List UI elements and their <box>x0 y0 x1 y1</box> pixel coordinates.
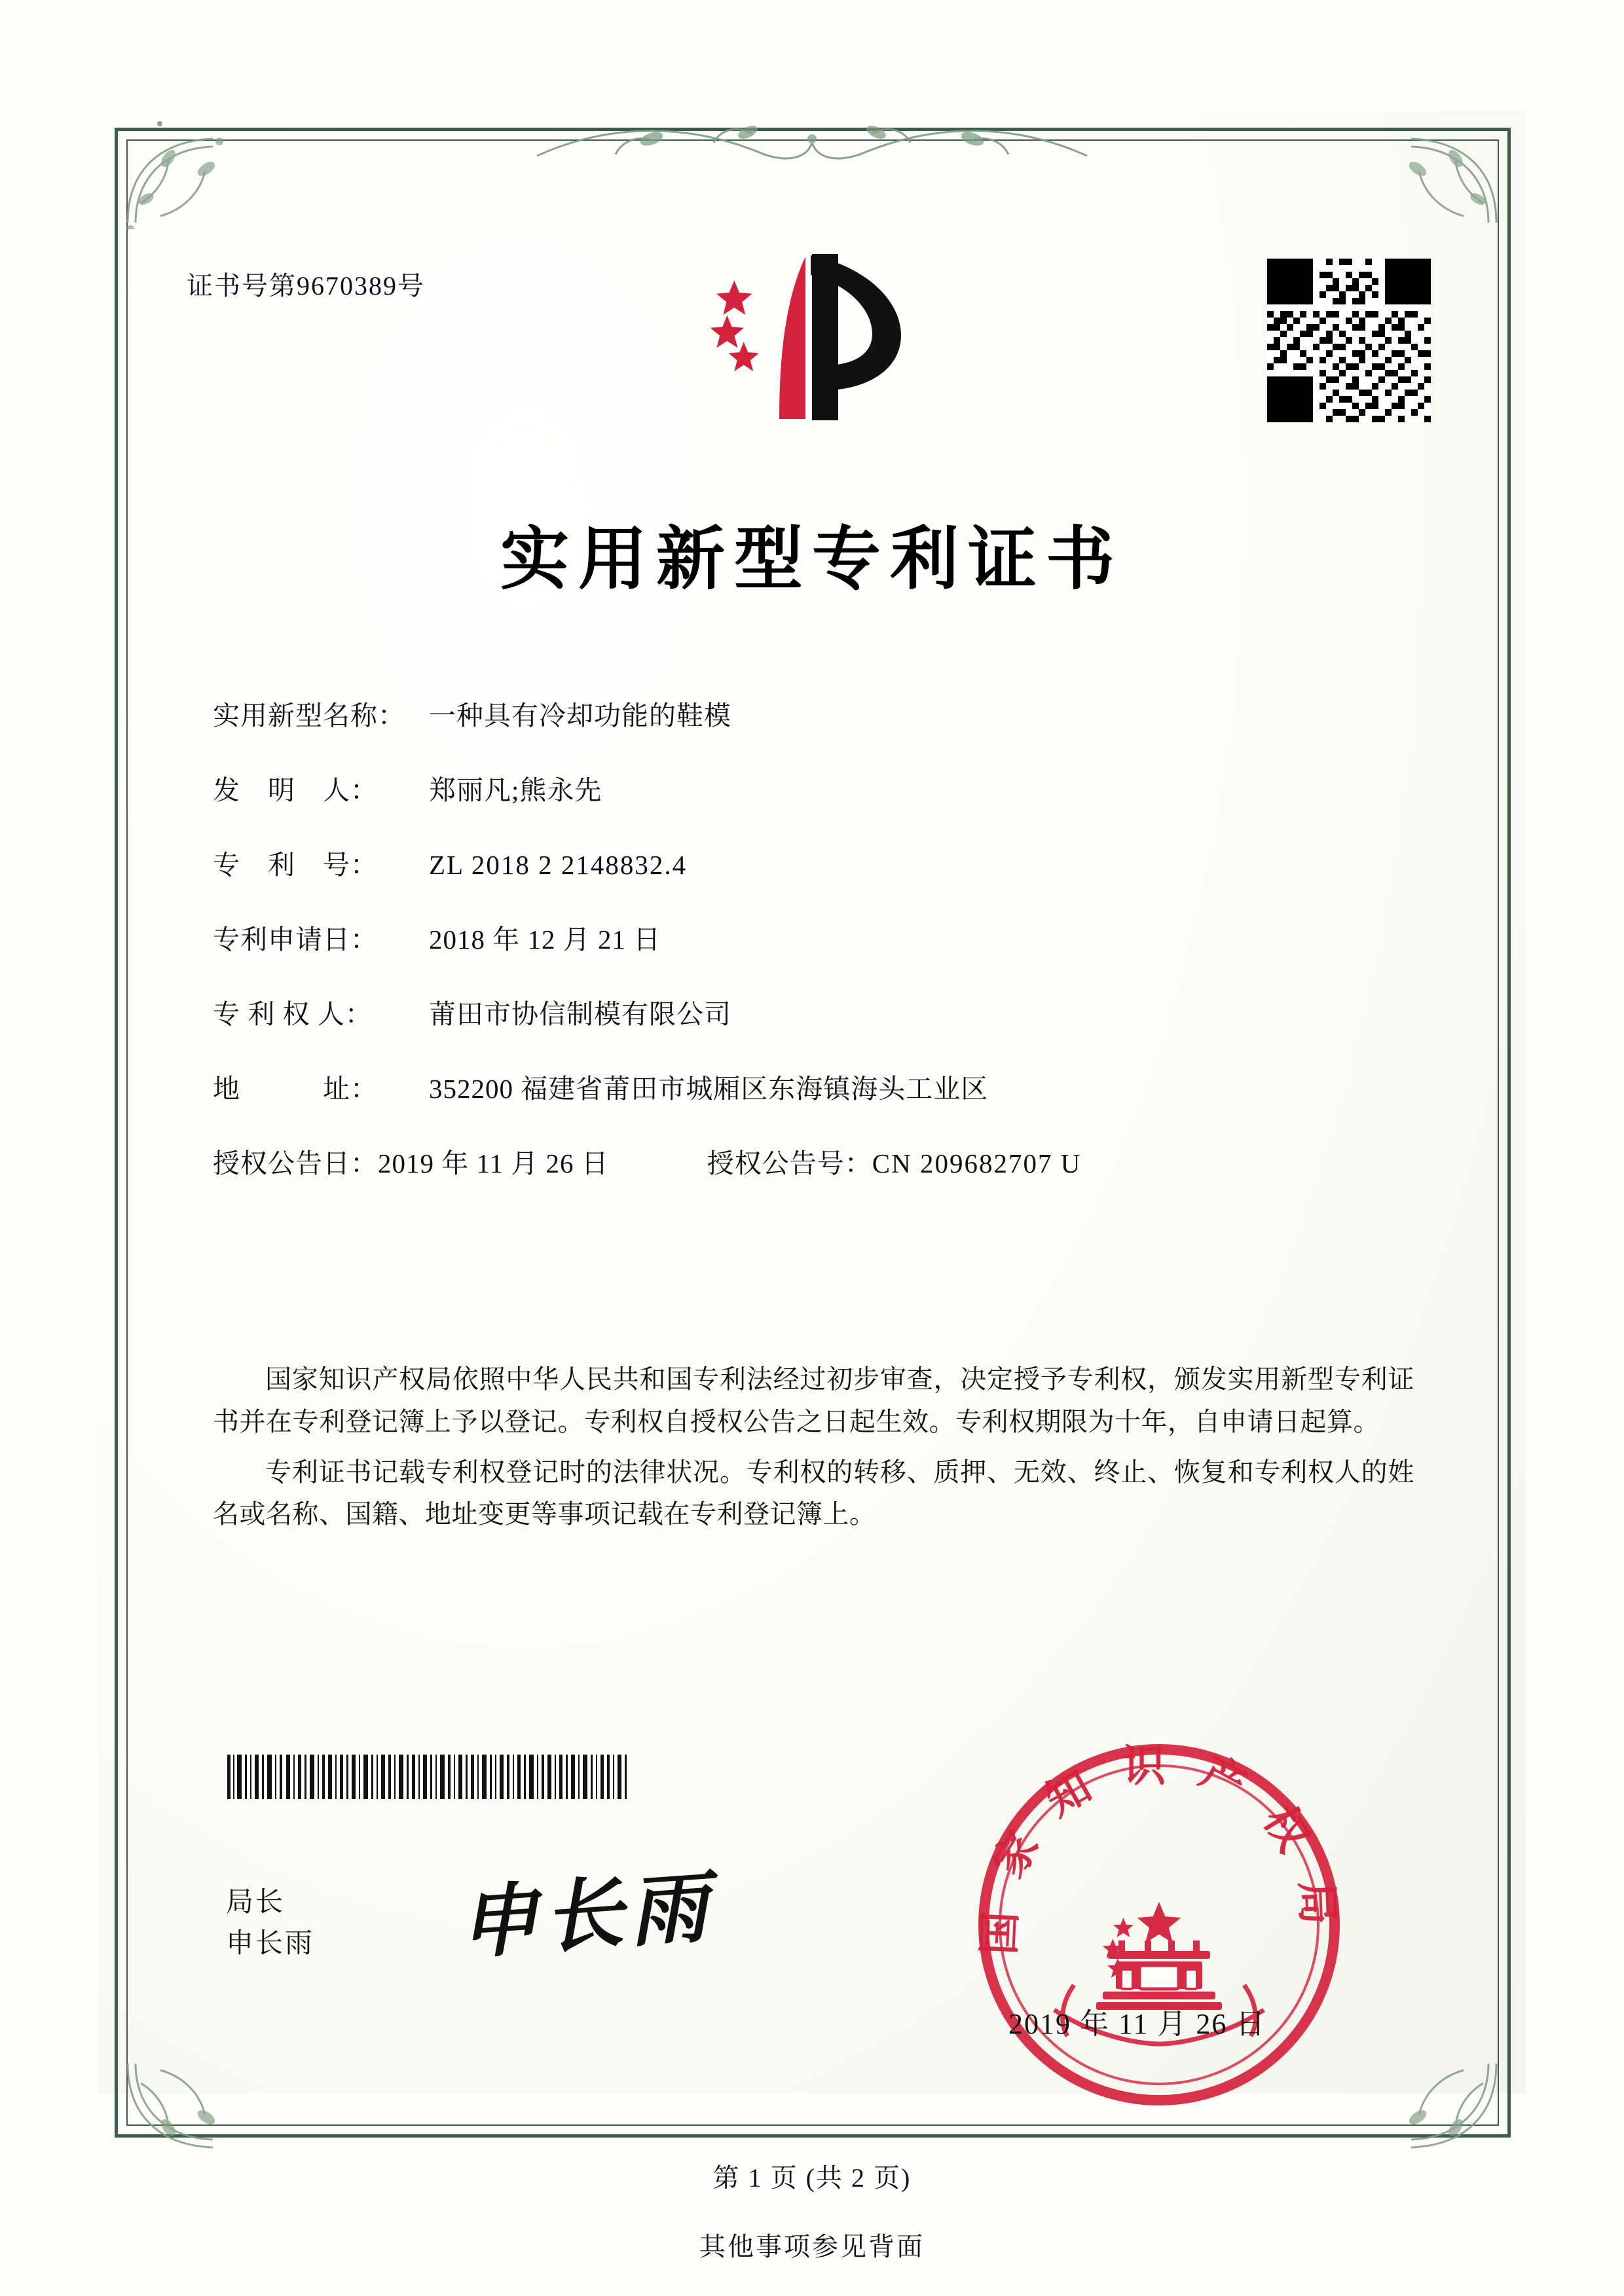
field-address <box>213 1067 1457 1106</box>
director-title: 局长 <box>226 1887 286 1918</box>
field-label: 专 利 权 人： <box>213 999 373 1029</box>
field-value: 郑丽凡;熊永先 <box>429 775 602 805</box>
field-label: 发 明 人： <box>213 775 378 805</box>
legal-text <box>213 1358 1414 1544</box>
field-patent-number <box>213 843 1457 882</box>
field-label: 实用新型名称： <box>213 701 405 731</box>
page-title: 实用新型专利证书 <box>500 518 1124 599</box>
field-utility-model-name <box>213 694 1457 733</box>
official-seal <box>963 1728 1356 2121</box>
corner-ornament-bottom-right <box>1352 2057 1503 2155</box>
barcode <box>226 1755 632 1799</box>
paper-speck <box>157 121 162 126</box>
field-value: 一种具有冷却功能的鞋模 <box>429 701 731 731</box>
paragraph-2: 专利证书记载专利权登记时的法律状况。专利权的转移、质押、无效、终止、恢复和专利权人的姓名或名称、国籍、地址变更等事项记载在专利登记簿上。 <box>213 1457 1414 1529</box>
field-label: 专利申请日： <box>213 924 378 955</box>
field-application-date <box>213 918 1457 957</box>
corner-ornament-top-right <box>1352 131 1503 229</box>
paragraph-1: 国家知识产权局依照中华人民共和国专利法经过初步审查，决定授予专利权，颁发实用新型专利证书并在专利登记簿上予以登记。专利权自授权公告之日起生效。专利权期限为十年，自申请日起算。 <box>213 1364 1414 1436</box>
grant-date-value: 2019 年 11 月 26 日 <box>378 1148 609 1178</box>
field-list <box>213 694 1457 1212</box>
certificate-number: 证书号第9670389号 <box>187 271 425 301</box>
grant-number-label: 授权公告号： <box>707 1148 872 1178</box>
qr-code <box>1267 259 1431 422</box>
corner-ornament-top-left <box>121 131 272 229</box>
vine-ornament-top <box>517 117 1107 169</box>
field-label: 专 利 号： <box>213 850 378 880</box>
grant-number-value: CN 209682707 U <box>872 1148 1082 1178</box>
signature-block <box>226 1882 314 1965</box>
cnipa-logo-icon <box>707 249 923 445</box>
field-grant-row <box>213 1142 1457 1180</box>
grant-date-label: 授权公告日： <box>213 1148 378 1178</box>
back-side-note: 其他事项参见背面 <box>699 2232 925 2261</box>
field-inventor <box>213 769 1457 807</box>
field-value: 2018 年 12 月 21 日 <box>429 924 661 955</box>
svg-text:国家知识产权局: 国家知识产权局 <box>972 1740 1346 1956</box>
handwritten-signature: 申长雨 <box>456 1860 718 1971</box>
seal-date: 2019 年 11 月 26 日 <box>1008 2008 1266 2040</box>
field-label: 地 址： <box>213 1074 378 1104</box>
corner-ornament-bottom-left <box>121 2057 272 2155</box>
field-patentee <box>213 993 1457 1031</box>
field-value: 莆田市协信制模有限公司 <box>429 999 731 1029</box>
page-indicator: 第 1 页 (共 2 页) <box>712 2163 912 2193</box>
field-value: ZL 2018 2 2148832.4 <box>429 850 688 880</box>
director-name: 申长雨 <box>226 1929 315 1959</box>
field-value: 352200 福建省莆田市城厢区东海镇海头工业区 <box>429 1074 989 1104</box>
